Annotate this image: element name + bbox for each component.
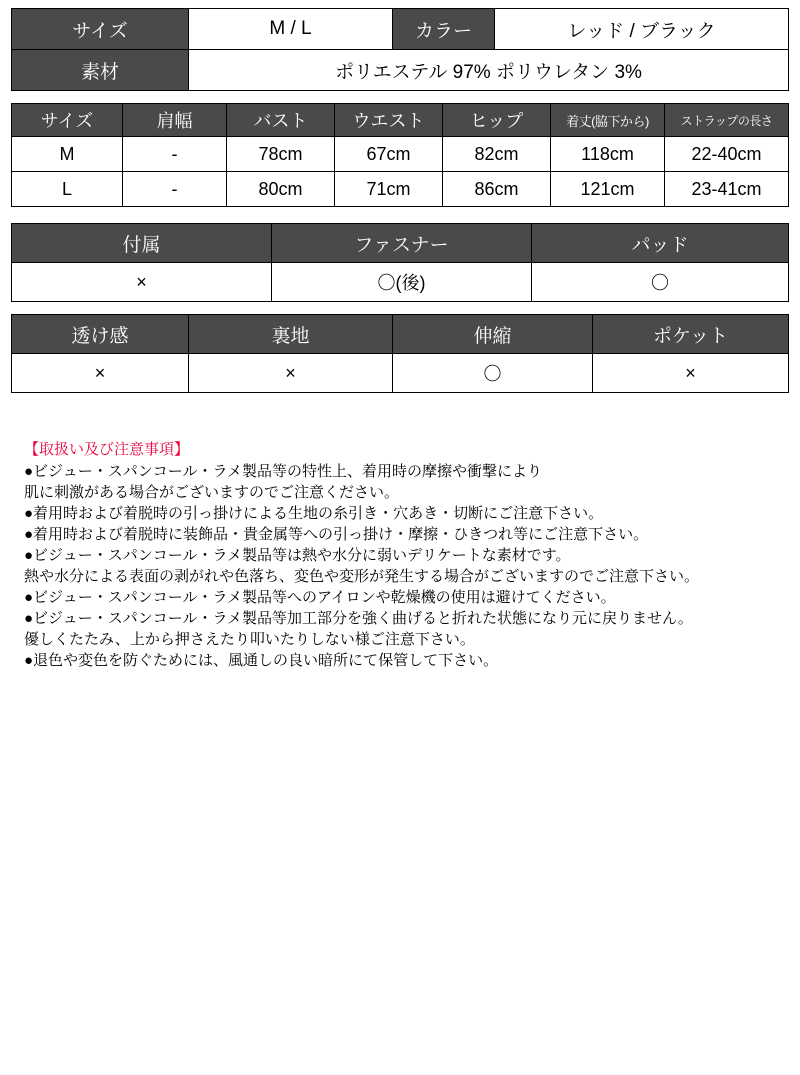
feature-value-stretch: 〇 (393, 354, 593, 393)
measure-cell: 86cm (443, 172, 551, 207)
attach-value-pad: 〇 (532, 263, 789, 302)
spec-label-color: カラー (393, 9, 495, 50)
feature-table (11, 314, 789, 393)
measure-cell: 23-41cm (665, 172, 789, 207)
feature-value-lining: × (189, 354, 393, 393)
care-notes-title: 【取扱い及び注意事項】 (24, 441, 190, 458)
spec-label-size: サイズ (12, 9, 189, 50)
measure-header-length: 着丈(脇下から) (551, 104, 665, 137)
measure-cell: 80cm (227, 172, 335, 207)
feature-header-lining: 裏地 (189, 315, 393, 354)
measure-cell: 67cm (335, 137, 443, 172)
measure-cell: 71cm (335, 172, 443, 207)
attach-header-accessory: 付属 (12, 224, 272, 263)
spec-value-material: ポリエステル 97% ポリウレタン 3% (189, 50, 789, 91)
table-header-row (12, 315, 789, 354)
attachment-table (11, 223, 789, 302)
care-note-line: ●着用時および着脱時の引っ掛けによる生地の糸引き・穴あき・切断にご注意下さい。 (24, 505, 604, 522)
table-row (12, 137, 789, 172)
measure-header-waist: ウエスト (335, 104, 443, 137)
product-spec-page (0, 8, 800, 1075)
spec-value-size: M / L (189, 9, 393, 50)
spec-value-color: レッド / ブラック (495, 9, 789, 50)
care-note-line: ●退色や変色を防ぐためには、風通しの良い暗所にて保管して下さい。 (24, 652, 499, 669)
measure-cell: 82cm (443, 137, 551, 172)
measure-header-strap: ストラップの長さ (665, 104, 789, 137)
feature-value-sheer: × (12, 354, 189, 393)
measure-cell: 121cm (551, 172, 665, 207)
care-note-line: ●ビジュー・スパンコール・ラメ製品等へのアイロンや乾燥機の使用は避けてください。 (24, 589, 616, 606)
table-header-row (12, 104, 789, 137)
measure-header-size: サイズ (12, 104, 123, 137)
table-row (12, 50, 789, 91)
attach-value-zipper: 〇(後) (272, 263, 532, 302)
feature-header-sheer: 透け感 (12, 315, 189, 354)
measure-cell: - (123, 172, 227, 207)
feature-header-stretch: 伸縮 (393, 315, 593, 354)
measure-header-shoulder: 肩幅 (123, 104, 227, 137)
measure-cell: L (12, 172, 123, 207)
attach-header-zipper: ファスナー (272, 224, 532, 263)
care-notes (24, 439, 780, 671)
care-note-line: 肌に刺激がある場合がございますのでご注意ください。 (24, 484, 400, 501)
measure-cell: M (12, 137, 123, 172)
measurement-table (11, 103, 789, 207)
care-note-line: ●ビジュー・スパンコール・ラメ製品等加工部分を強く曲げると折れた状態になり元に戻りません。 (24, 610, 693, 627)
table-row (12, 354, 789, 393)
table-row (12, 9, 789, 50)
care-note-line: ●着用時および着脱時に装飾品・貴金属等への引っ掛け・摩擦・ひきつれ等にご注意下さい。 (24, 526, 649, 543)
care-note-line: 優しくたたみ、上から押さえたり叩いたりしない様ご注意下さい。 (24, 631, 475, 648)
measure-cell: 22-40cm (665, 137, 789, 172)
spec-label-material: 素材 (12, 50, 189, 91)
measure-header-bust: バスト (227, 104, 335, 137)
feature-value-pocket: × (593, 354, 789, 393)
feature-header-pocket: ポケット (593, 315, 789, 354)
care-note-line: ●ビジュー・スパンコール・ラメ製品等の特性上、着用時の摩擦や衝撃により (24, 463, 543, 480)
table-header-row (12, 224, 789, 263)
table-row (12, 263, 789, 302)
measure-cell: - (123, 137, 227, 172)
attach-header-pad: パッド (532, 224, 789, 263)
measure-header-hip: ヒップ (443, 104, 551, 137)
care-note-line: ●ビジュー・スパンコール・ラメ製品等は熱や水分に弱いデリケートな素材です。 (24, 547, 571, 564)
table-row (12, 172, 789, 207)
attach-value-accessory: × (12, 263, 272, 302)
measure-cell: 118cm (551, 137, 665, 172)
measure-cell: 78cm (227, 137, 335, 172)
spec-table (11, 8, 789, 91)
care-note-line: 熱や水分による表面の剥がれや色落ち、変色や変形が発生する場合がございますのでご注意下さい。 (24, 568, 700, 585)
